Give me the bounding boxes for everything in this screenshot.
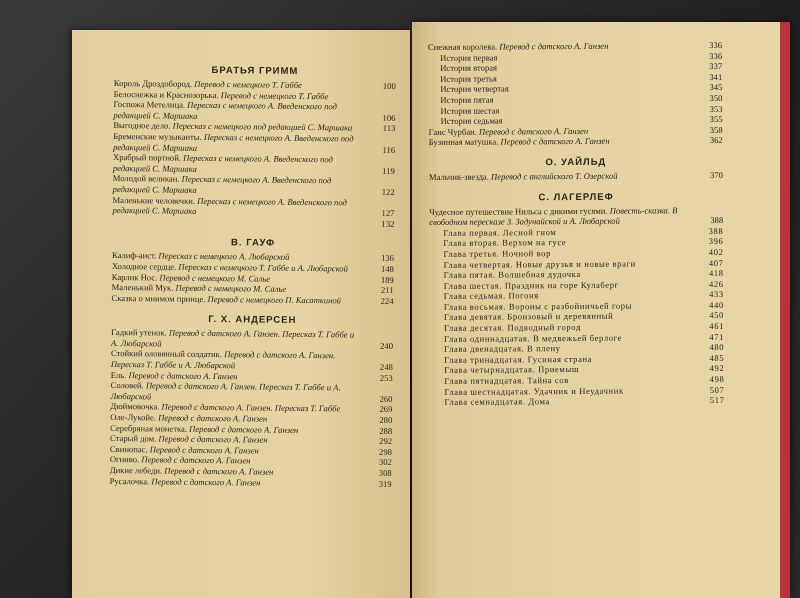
entry-page: 116: [382, 144, 396, 155]
entry-page: 298: [379, 446, 393, 457]
entry-title: Молодой великан.: [112, 173, 182, 185]
toc-entry: [111, 348, 393, 372]
chapter-title: Глава седьмая. Погоня: [443, 290, 539, 302]
chapter-page: 433: [709, 289, 724, 300]
toc-entry: [111, 293, 393, 307]
wilde-list: [429, 170, 723, 183]
entry-title: Мальчик-звезда.: [428, 171, 492, 182]
entry-page: 292: [379, 436, 393, 447]
chapter-list: [429, 226, 724, 408]
toc-entry: [429, 170, 723, 183]
entry-title: Ганс Чурбан.: [428, 126, 480, 137]
entry-page: 388: [710, 215, 724, 226]
entry-title: Снежная королева.: [428, 41, 500, 52]
chapter-title: Глава девятая. Бронзовый и деревянный: [443, 311, 614, 323]
section-heading: Г. Х. АНДЕРСЕН: [208, 314, 297, 327]
chapter-page: 517: [709, 395, 725, 406]
section-heading-lagerlof: С. ЛАГЕРЛЕФ: [538, 191, 614, 203]
chapter-title: Глава пятая. Волшебная дудочка: [443, 269, 581, 280]
entry-credit: Перевод с датского А. Ганзен: [141, 454, 251, 466]
entry-page: 136: [381, 253, 395, 264]
entry-credit: Перевод с датского А. Ганзен. Пересказ Т. Габбе и А. Любарской: [111, 327, 355, 349]
chapter-page: 461: [709, 321, 725, 332]
chapter-page: 396: [708, 236, 724, 247]
entry-title: Свинопас.: [109, 443, 150, 455]
chapter-page: 418: [708, 268, 724, 279]
chapter-title: Глава десятая. Подводный город: [443, 322, 581, 333]
entry-title: Сказка о мнимом принце.: [111, 292, 208, 304]
chapter-page: 402: [708, 246, 724, 257]
entry-credit: Перевод с датского А. Ганзен. Пересказ Т. Габбе и А. Любарской: [110, 349, 336, 371]
toc-entry: [113, 131, 395, 155]
entry-title: Выгодное дело.: [113, 120, 173, 131]
entry-title: Храбрый портной.: [112, 152, 184, 163]
chapter-title: Глава шестая. Праздник на горе Кулаберг: [443, 279, 619, 291]
entry-page: 148: [380, 263, 394, 274]
chapter-title: Глава восьмая. Вороны с разбойничьей горы: [443, 300, 633, 312]
chapter-title: Глава четырнадцатая. Приемыш: [444, 364, 580, 376]
entry-credit: Перевод с датского А. Ганзен: [189, 423, 299, 435]
entry-page: 132: [381, 218, 395, 229]
entry-title: Госпожа Метелица.: [113, 99, 188, 110]
entry-title: Дикие лебеди.: [109, 464, 165, 476]
chapter-entry: [430, 395, 724, 408]
chapter-title: Глава семнадцатая. Дома: [444, 396, 550, 408]
chapter-title: Глава вторая. Верхом на гусе: [443, 237, 567, 249]
entry-title: Белоснежка и Краснозорька.: [113, 88, 221, 100]
entry-title: Маленькие человечки.: [112, 194, 198, 206]
entry-page: 353: [709, 103, 723, 114]
entry-page: 370: [710, 169, 723, 180]
entry-page: 280: [379, 414, 393, 425]
entry-credit: Перевод с датского А. Ганзен: [164, 465, 274, 477]
entry-title: Холодное сердце.: [111, 260, 179, 272]
entry-page: 355: [709, 114, 723, 125]
entry-title: Бузинная матушка.: [428, 136, 501, 148]
entry-credit: Пересказ с немецкого Т. Габбе и А. Любарской: [178, 261, 349, 274]
entry-page: 341: [709, 71, 723, 82]
entry-credit: Перевод с немецкого Т. Габбе: [220, 89, 329, 101]
entry-title: История пятая: [440, 94, 494, 105]
entry-page: 119: [382, 165, 395, 176]
entry-title: Серебряная монетка.: [110, 422, 190, 434]
section-heading: В. ГАУФ: [231, 237, 276, 250]
chapter-title: Глава шестнадцатая. Удачник и Неудачник: [444, 385, 624, 397]
entry-page: 336: [709, 39, 723, 51]
chapter-page: 480: [709, 342, 725, 353]
entry-credit: Перевод с датского А. Ганзен: [158, 433, 268, 445]
entry-credit: Перевод с датского А. Ганзен: [128, 369, 238, 381]
right-contents-column: [428, 40, 725, 408]
entry-credit: Перевод с немецкого П. Касаткиной: [207, 293, 342, 306]
entry-page: 345: [709, 82, 723, 93]
entry-credit: Перевод с немецкого М. Салье: [175, 282, 287, 294]
entry-credit: Перевод с датского А. Ганзен: [500, 136, 610, 147]
entry-title: История вторая: [440, 62, 498, 74]
toc-entry: [110, 380, 392, 404]
toc-entry: [112, 216, 394, 230]
chapter-title: Глава одиннадцатая. В медвежьей берлоге: [444, 332, 623, 344]
entry-page: 122: [381, 186, 395, 197]
toc-entry: [429, 135, 723, 148]
chapter-page: 485: [709, 352, 725, 363]
entry-title: Гадкий утенок.: [111, 327, 169, 338]
entry-page: 336: [709, 50, 723, 61]
entry-credit: Перевод с датского А. Ганзен. Пересказ Т. Габбе: [161, 401, 341, 414]
chapter-page: 450: [709, 310, 724, 321]
entry-title: Дюймовочка.: [110, 401, 162, 412]
toc-entry: [110, 476, 392, 490]
entry-credit: Перевод с датского А. Ганзен: [158, 412, 268, 424]
chapter-page: 426: [708, 278, 724, 289]
entry-title: Карлик Нос.: [111, 271, 160, 282]
chapter-title: Глава третья. Ночной вор: [443, 248, 551, 259]
entry-credit: Пересказ с немецкого под редакцией С. Маршака: [172, 120, 353, 133]
entry-credit: Пересказ с немецкого А. Введенского под редакцией С. Маршака: [113, 131, 354, 153]
entry-page: 319: [378, 478, 392, 489]
right-page: [412, 22, 780, 598]
entry-title: История третья: [440, 73, 497, 84]
section-heading: БРАТЬЯ ГРИММ: [211, 65, 299, 77]
entry-title: История седьмая: [440, 115, 503, 127]
chapter-title: Глава первая. Лесной гном: [443, 226, 557, 238]
chapter-page: 498: [709, 373, 725, 385]
entry-credit: Перевод с датского А. Ганзен: [499, 40, 609, 52]
toc-entry: [113, 152, 395, 176]
entry-credit: Перевод с датского А. Ганзен: [149, 444, 259, 456]
entry-credit: Перевод с немецкого М. Салье: [159, 271, 271, 284]
entry-page: 127: [381, 207, 395, 219]
entry-title: Старый дом.: [110, 433, 159, 444]
entry-title: Оле-Лукойе.: [110, 412, 159, 423]
entry-page: 106: [382, 112, 396, 123]
toc-entry: [111, 327, 393, 351]
andersen-continued-list: [428, 40, 723, 148]
section-heading-wilde: О. УАЙЛЬД: [545, 156, 607, 169]
chapter-title: Глава четвертая. Новые друзья и новые враги: [443, 258, 636, 270]
entry-title: Калиф-аист.: [111, 250, 159, 261]
entry-page: 260: [379, 393, 393, 404]
entry-page: 337: [709, 61, 723, 72]
toc-entry: [113, 99, 395, 123]
entry-credit: Перевод с датского А. Ганзен: [151, 476, 261, 488]
chapter-title: Глава пятнадцатая. Тайна сов: [444, 375, 569, 386]
chapter-title: Глава двенадцатая. В плену: [444, 343, 561, 355]
entry-credit: Повесть-сказка. В свободном пересказе З. Задунайской и А. Любарской: [429, 204, 678, 228]
entry-title: Соловей.: [110, 380, 146, 391]
entry-title: История четвертая: [440, 83, 509, 95]
entry-title: Ель.: [110, 369, 129, 380]
entry-page: 350: [709, 92, 723, 104]
entry-page: 211: [381, 284, 394, 296]
entry-page: 113: [382, 123, 396, 134]
entry-credit: Перевод с немецкого Т. Габбе: [194, 78, 302, 90]
chapter-page: 507: [709, 384, 725, 395]
entry-page: 358: [709, 124, 723, 135]
entry-page: 308: [378, 467, 392, 478]
chapter-page: 492: [709, 363, 725, 374]
entry-page: 100: [382, 80, 396, 91]
entry-title: История шестая: [440, 105, 500, 116]
entry-title: Русалочка.: [109, 475, 152, 487]
entry-title: Чудесное путешествие Нильса с дикими гусями.: [429, 205, 608, 217]
left-contents-column: [110, 64, 396, 489]
entry-title: Огниво.: [109, 454, 142, 465]
entry-page: 224: [380, 295, 394, 306]
entry-credit: Пересказ с немецкого А. Введенского под редакцией С. Маршака: [112, 152, 333, 174]
entry-page: 269: [379, 404, 393, 415]
entry-title: Маленький Мук.: [111, 282, 176, 293]
chapter-page: 388: [708, 225, 724, 236]
entry-title: Король Дроздобород.: [113, 77, 195, 89]
chapter-title: Глава тринадцатая. Гусиная страна: [444, 353, 593, 365]
entry-title: История первая: [440, 52, 498, 63]
entry-credit: Перевод с датского А. Ганзен: [478, 125, 589, 137]
toc-entry-nils: [429, 204, 723, 227]
entry-page: 248: [379, 361, 393, 372]
entry-page: 253: [379, 372, 393, 383]
entry-credit: Перевод с английского Т. Озерской: [490, 170, 618, 182]
entry-credit: Пересказ с немецкого А. Введенского под редакцией С. Маршака: [113, 99, 337, 121]
entry-page: 189: [380, 274, 394, 285]
entry-title: Бременские музыканты.: [113, 130, 204, 142]
entry-credit: Пересказ с немецкого А. Введенского под редакцией С. Маршака: [112, 174, 332, 195]
entry-title: Стойкий оловянный солдатик.: [110, 348, 225, 360]
entry-credit: Пересказ с немецкого А. Любарской: [158, 250, 290, 263]
chapter-page: 471: [709, 331, 725, 342]
entry-credit: Перевод с датского А. Ганзен. Пересказ Т. Габбе и А. Любарской: [110, 380, 341, 402]
toc-entry: [113, 173, 395, 197]
left-page: [72, 30, 410, 598]
entry-page: 288: [379, 425, 393, 436]
chapter-page: 407: [708, 257, 724, 268]
chapter-page: 440: [709, 299, 724, 310]
entry-credit: Пересказ с немецкого А. Введенского под редакцией С. Маршака: [112, 195, 347, 216]
toc-entry: [112, 195, 394, 219]
entry-page: 362: [709, 135, 723, 146]
entry-page: 302: [378, 457, 392, 468]
entry-page: 240: [380, 340, 394, 351]
